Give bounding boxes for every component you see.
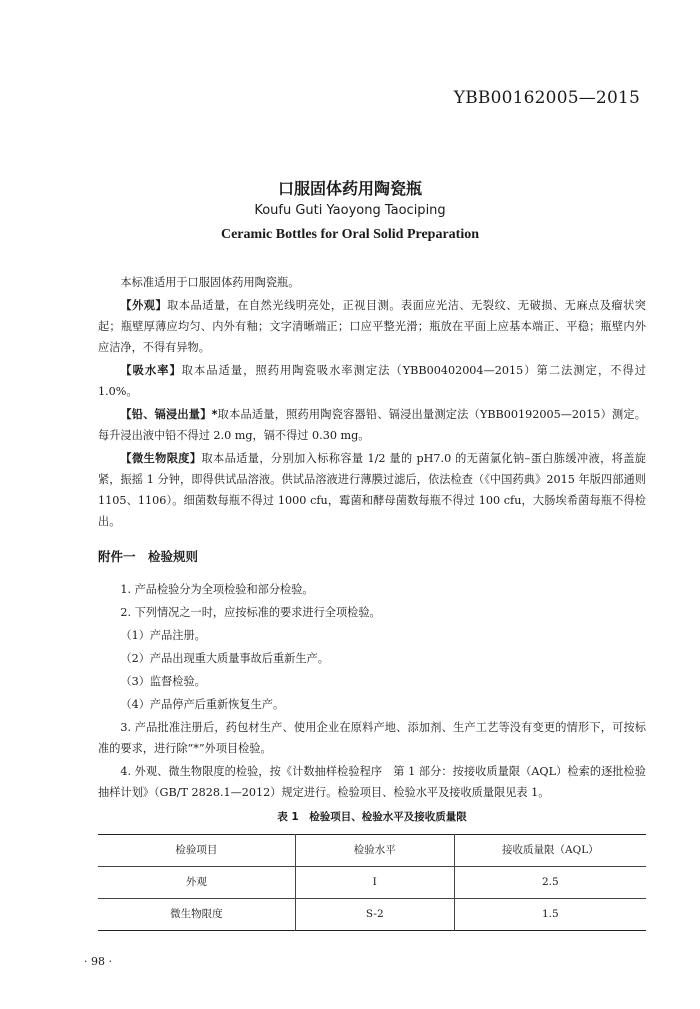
clause-text: 取本品适量，照药用陶瓷容器铅、镉浸出量测定法（YBB00192005—2015）测定。每升浸出液中铅不得过 2.0 mg，镉不得过 0.30 mg。	[98, 408, 646, 442]
list-item: 2. 下列情况之一时，应按标准的要求进行全项检验。	[120, 606, 381, 619]
list-item: （1）产品注册。	[120, 629, 206, 642]
document-body	[98, 272, 646, 931]
aql-table	[98, 834, 646, 931]
clause-microbial-limit	[98, 448, 646, 532]
table-cell: 1.5	[541, 908, 559, 920]
table-cell: 外观	[98, 867, 295, 899]
list-item: 1. 产品检验分为全项检验和部分检验。	[120, 583, 314, 596]
table-row	[98, 867, 646, 899]
clause-appearance	[98, 295, 646, 358]
column-header: 接收质量限（AQL）	[502, 844, 599, 856]
table-cell: I	[295, 867, 454, 899]
clause-label: 【微生物限度】	[120, 452, 202, 465]
document-title-pinyin: Koufu Guti Yaoyong Taociping	[254, 203, 446, 218]
intro-paragraph: 本标准适用于口服固体药用陶瓷瓶。	[120, 276, 300, 289]
clause-label: 【吸水率】	[120, 364, 182, 377]
list-item: （3）监督检验。	[120, 675, 206, 688]
clause-text: 取本品适量，分别加入标称容量 1/2 量的 pH7.0 的无菌氯化钠–蛋白胨缓冲液，将盖旋紧，振摇 1 分钟，即得供试品溶液。供试品溶液进行薄膜过滤后，依法检查（《中国药典》2015 年版四部通则 1105、1106）。细菌数每瓶不得过 1000 cfu，霉菌和酵母菌数每瓶不得过 100 cfu，大肠埃希菌每瓶不得检出。	[98, 452, 646, 528]
clause-label: 【外观】	[120, 299, 168, 312]
appendix-heading: 附件一 检验规则	[98, 549, 199, 564]
document-title-chinese: 口服固体药用陶瓷瓶	[277, 179, 422, 198]
clause-label: 【铅、镉浸出量】*	[120, 408, 218, 421]
document-title-english: Ceramic Bottles for Oral Solid Preparation	[220, 227, 480, 242]
list-item: 4. 外观、微生物限度的检验，按《计数抽样检验程序 第 1 部分：按接收质量限（AQL）检索的逐批检验抽样计划》（GB/T 2828.1—2012）规定进行。检验项目、检验水平及接收质量限见表 1。	[98, 765, 646, 799]
list-item: （4）产品停产后重新恢复生产。	[120, 698, 285, 711]
table-cell: 微生物限度	[98, 899, 295, 931]
column-header: 检验水平	[295, 835, 454, 867]
appendix-list	[98, 579, 646, 803]
table-cell: 2.5	[541, 876, 559, 888]
table-cell: S-2	[295, 899, 454, 931]
list-item: （2）产品出现重大质量事故后重新生产。	[120, 652, 329, 665]
page-number: · 98 ·	[84, 955, 112, 968]
standard-code: YBB00162005—2015	[453, 88, 640, 108]
clause-water-absorption	[98, 360, 646, 402]
clause-text: 取本品适量，在自然光线明亮处，正视目测。表面应光洁、无裂纹、无破损、无麻点及瘤状突起；瓶壁厚薄应均匀、内外有釉；文字清晰端正；口应平整光滑；瓶放在平面上应基本端正、平稳；瓶壁内外应洁净，不得有异物。	[98, 299, 646, 354]
table-header-row	[98, 835, 646, 867]
table-caption: 表 1 检验项目、检验水平及接收质量限	[277, 811, 467, 823]
list-item: 3. 产品批准注册后，药包材生产、使用企业在原料产地、添加剂、生产工艺等没有变更的情形下，可按标准的要求，进行除“*”外项目检验。	[98, 721, 646, 755]
column-header: 检验项目	[98, 835, 295, 867]
clause-lead-cadmium	[98, 404, 646, 446]
table-row	[98, 899, 646, 931]
clause-text: 取本品适量，照药用陶瓷吸水率测定法（YBB00402004—2015）第二法测定，不得过1.0%。	[98, 364, 646, 398]
